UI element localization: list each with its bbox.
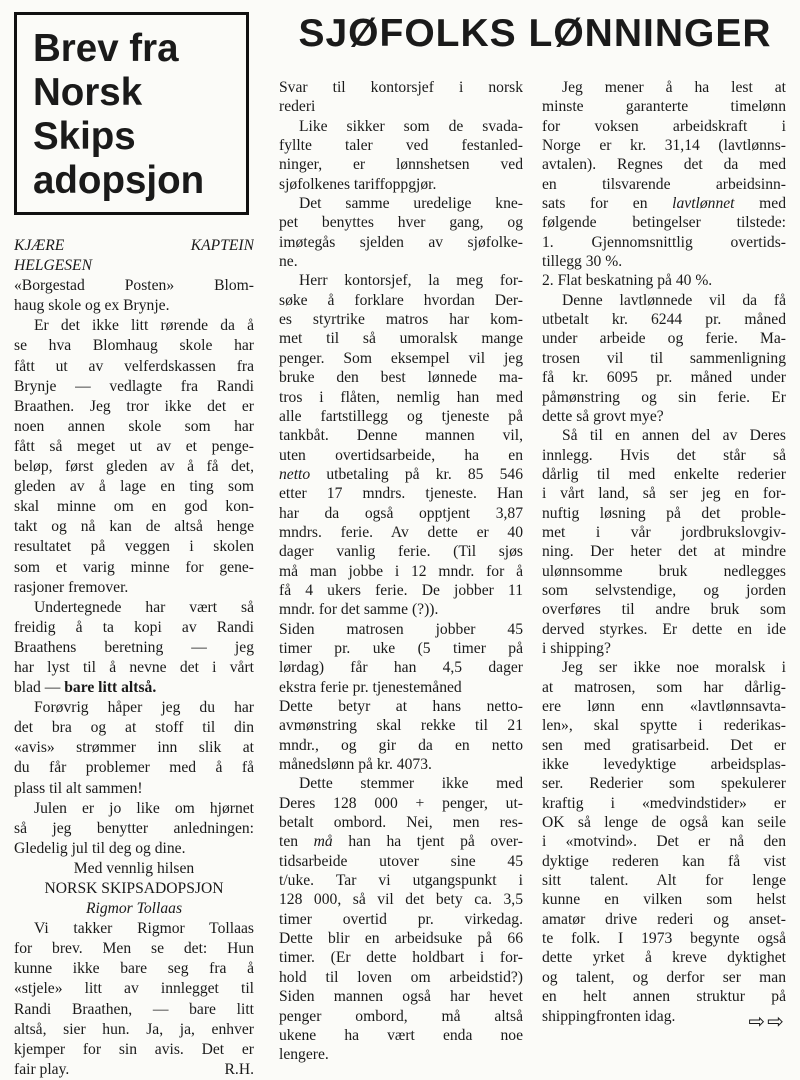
- text-line: Med vennlig hilsen: [73, 859, 195, 877]
- text-line: i «motvind». Det er nå den: [542, 833, 786, 851]
- text-line: rasjoner fremover.: [14, 578, 129, 596]
- text-line: gleden av å lage en ting som: [14, 478, 254, 496]
- text-line: timer pr. uke (5 timer på: [279, 639, 523, 657]
- text-line: en tilsvarende arbeidsinn-: [542, 175, 786, 193]
- text-line: ikke levedyktige arbeidsplas-: [542, 756, 786, 774]
- text-line: uten overtidsarbeide, ha en: [279, 446, 523, 464]
- text-line: i vårt land, så ser jeg en for-: [542, 485, 786, 503]
- text-line: ning. Der heter det at mindre: [542, 543, 786, 561]
- text-line: Gledelig jul til deg og dine.: [14, 839, 186, 857]
- text-line: Undertegnede har vært så: [34, 598, 254, 616]
- text-line: må man jobbe i 12 mndr. for å: [279, 562, 523, 580]
- text-line: du får problemer med å få: [14, 759, 254, 777]
- text-line: ere lønn enn «lavtlønnsavta-: [542, 698, 786, 715]
- text-line: Så til en annen del av Deres: [562, 427, 786, 445]
- text-line: under arbeide og ferie. Ma-: [542, 330, 786, 348]
- text-line: Siden matrosen jobber 45: [279, 620, 523, 638]
- text-line: og talent, og derfor ser man: [542, 968, 786, 986]
- title-line: Brev fra: [33, 27, 179, 70]
- title-box-text: [33, 27, 240, 203]
- text-line: ten må han ha tjent på over-: [279, 833, 523, 851]
- text-line: Forøvrig håper jeg du har: [34, 699, 254, 717]
- text-line: Julen er jo like om hjørnet: [34, 799, 254, 817]
- text-line: rederi: [279, 98, 316, 116]
- title-line: adopsjon: [33, 159, 205, 202]
- text-line: Jeg ser ikke noe moralsk i: [562, 659, 786, 677]
- text-line: dårlig til med enkelte rederier: [542, 465, 786, 483]
- text-line: HELGESEN: [14, 257, 92, 275]
- emphasis-text: bare litt altså.: [64, 679, 157, 697]
- text-line: minste garanterte timelønn: [542, 98, 786, 116]
- text-line: «avis» strømmer inn slik at: [14, 739, 254, 757]
- text-line: hold til loven om arbeidstid?): [279, 968, 523, 986]
- text-line: ser. Rederier som spekulerer: [542, 775, 786, 793]
- text-line: Denne lavtlønnede vil da få: [562, 291, 786, 309]
- column-right: [542, 78, 786, 1026]
- text-line: følgende betingelser tilstede:: [542, 214, 786, 232]
- text-line: fyllte taler ved festanled-: [279, 137, 523, 155]
- title-box: [14, 12, 249, 215]
- text-line: derved styrkes. Er dette en ide: [542, 620, 786, 638]
- title-line: Skips: [33, 115, 136, 158]
- text-line: «stjele» litt av innlegget til: [14, 980, 254, 998]
- text-line: Herr kontorsjef, la meg for-: [299, 272, 523, 290]
- text-line: Dette stemmer ikke med: [299, 775, 523, 793]
- text-line: haug skole og ex Brynje.: [14, 297, 170, 315]
- text-line: så jeg benytter anledningen:: [14, 819, 254, 837]
- text-line: beløp, først gleden av å få det,: [14, 458, 254, 476]
- text-line: dette så grovt mye?: [542, 407, 664, 425]
- text-line: freidig å ta kopi av Randi: [14, 618, 254, 636]
- text-line: fått ut av velferdskassen fra: [14, 357, 254, 375]
- text-line: dette yrket å kreve dyktighet: [542, 949, 786, 967]
- text-line: ekstra ferie pr. tjenestemåned: [279, 678, 462, 696]
- text-line: søke å forklare hvordan Der-: [279, 291, 523, 309]
- text-line: Dette blir en arbeidsuke på 66: [279, 930, 523, 948]
- text-line: dager vanlig ferie. (Til sjøs: [279, 543, 523, 561]
- text-line: overføres til andre bruk som: [542, 601, 786, 619]
- column-middle: [279, 78, 523, 1065]
- text-line: Siden mannen også har hevet: [279, 988, 523, 1006]
- text-line: met til så umoralsk mange: [279, 330, 523, 348]
- text-line: kunne ikke bare seg fra å: [14, 960, 254, 978]
- text-line: Rigmor Tollaas: [85, 900, 183, 918]
- text-line: påmønstring og sin ferie. Er: [542, 388, 786, 406]
- text-line: Jeg mener å ha lest at: [562, 79, 786, 96]
- text-line: penger. Som eksempel vil jeg: [279, 349, 523, 367]
- text-line: Vi takker Rigmor Tollaas: [34, 920, 254, 938]
- text-line: Randi Braathen, — bare litt: [14, 1000, 254, 1018]
- text-line: Deres 128 000 + penger, ut-: [279, 794, 523, 812]
- text-line: Norge er kr. 31,14 (lavtlønns-: [542, 137, 786, 155]
- text-line: tankbåt. Denne mannen vil,: [279, 427, 523, 445]
- text-line: lørdag) får han 4,5 dager: [279, 659, 523, 677]
- text-line: «Borgestad Posten» Blom-: [14, 277, 254, 295]
- text-line: skal minne om en god kon-: [14, 498, 254, 516]
- text-line: te folk. I 1973 begynte også: [542, 930, 786, 948]
- text-line: kunne en vilken som helst: [542, 891, 786, 909]
- text-line: amatør drive rederi og anset-: [542, 910, 786, 928]
- text-line: bruke den best lønnede ma-: [279, 369, 523, 387]
- text-line: mndr., og gir da en netto: [279, 736, 523, 754]
- text-line: KJÆRE KAPTEIN: [14, 237, 254, 254]
- text-line: Det samme uredelige kne-: [299, 195, 523, 213]
- text-line: imøtegås sjelden av sjøfolke-: [279, 233, 523, 251]
- title-line: Norsk: [33, 71, 143, 114]
- text-line: trosen vil til sammenligning: [542, 349, 786, 367]
- text-line: få kr. 6095 pr. måned under: [542, 369, 786, 387]
- text-line: tillegg 30 %.: [542, 253, 623, 271]
- text-line: sjøfolkenes tariffoppgjør.: [279, 175, 437, 193]
- text-line: len», skal spytte i rederikas-: [542, 717, 786, 735]
- text-line: pet benyttes hver gang, og: [279, 214, 523, 232]
- text-line: at matrosen, som har dårlig-: [542, 678, 786, 696]
- text-line: 1. Gjennomsnittlig overtids-: [542, 233, 786, 251]
- text-line: shippingfronten idag.: [542, 1007, 676, 1025]
- text-line: ne.: [279, 253, 298, 271]
- text-line: mndrs. ferie. Av dette er 40: [279, 523, 523, 541]
- text-line: nuftig løsning på det proble-: [542, 504, 786, 522]
- text-line: fått så meget ut av et penge-: [14, 437, 254, 455]
- text-line: som et varig minne for gene-: [14, 558, 254, 576]
- text-line: met i vår jordbrukslovgiv-: [542, 523, 786, 541]
- text-line: 128 000, så vil det bety ca. 3,5: [279, 891, 523, 909]
- text-line: i shipping?: [542, 639, 611, 657]
- text-line: Dette betyr at hans netto-: [279, 698, 523, 715]
- text-line: timer. (Er dette holdbart i for-: [279, 949, 523, 967]
- continue-arrows-icon: ⇨⇨: [748, 1009, 786, 1033]
- text-line: for brev. Men se det: Hun: [14, 940, 254, 958]
- text-line: plass til alt sammen!: [14, 779, 143, 797]
- text-line: har lyst til å nevne det i vårt: [14, 658, 254, 676]
- text-line: es styrtrike matros har kom-: [279, 311, 523, 329]
- emphasis-text: netto: [279, 465, 311, 483]
- text-line: ukene ha vært enda noe: [279, 1026, 523, 1044]
- text-line: for voksen arbeidskraft i: [542, 117, 786, 135]
- text-line: tidsarbeide utover sine 45: [279, 852, 523, 870]
- text-line: avtalen). Regnes det da med: [542, 156, 786, 174]
- text-line: takt og nå kan de altså henge: [14, 518, 254, 536]
- text-line: sitt talent. Alt for lenge: [542, 872, 786, 890]
- text-line: mndr. for det samme (?)).: [279, 601, 439, 619]
- text-line: etter 17 mndrs. tjeneste. Han: [279, 485, 523, 503]
- text-line: lengere.: [279, 1046, 329, 1064]
- text-line: netto utbetaling på kr. 85 546: [279, 465, 523, 483]
- text-line: ninger, er lønnshetsen ved: [279, 156, 523, 174]
- text-line: det bra og at stoff til din: [14, 719, 254, 737]
- text-line: dyktige rederen kan få vist: [542, 852, 786, 870]
- text-line: alle fartstillegg og tjeneste på: [279, 407, 523, 425]
- text-line: Like sikker som de svada-: [299, 117, 523, 135]
- text-line: månedslønn på kr. 4073.: [279, 756, 432, 774]
- text-line: NORSK SKIPSADOPSJON: [44, 880, 224, 897]
- text-line: sats for en lavtlønnet med: [542, 195, 786, 213]
- text-line: Er det ikke litt rørende da å: [34, 317, 254, 335]
- text-line: resultatet på veggen i skolen: [14, 538, 254, 556]
- signature-initials: R.H.: [224, 1060, 254, 1078]
- text-line: en helt annen struktur på: [542, 988, 786, 1006]
- text-line: Braathen. Jeg tror ikke det er: [14, 397, 254, 415]
- text-line: sen med gratisarbeid. Det er: [542, 736, 786, 754]
- emphasis-text: må: [313, 833, 333, 851]
- text-line: få 4 ukers ferie. De jobber 11: [279, 581, 523, 599]
- emphasis-text: lavtlønnet: [672, 195, 735, 213]
- text-line: noen annen skole som har: [14, 417, 254, 435]
- headline: SJØFOLKS LØNNINGER: [298, 12, 772, 55]
- column-left: [14, 236, 254, 1080]
- text-line: t/uke. Tar vi utgangspunkt i: [279, 872, 523, 890]
- text-line: tros i flåten, nemlig han med: [279, 388, 523, 406]
- text-line: Brynje — vedlagte fra Randi: [14, 377, 254, 395]
- text-line: timer overtid pr. virkedag.: [279, 910, 523, 928]
- text-line: ulønnsomme bruk nedlegges: [542, 562, 786, 580]
- text-line: se hva Blomhaug skole har: [14, 337, 254, 355]
- text-line: innlegg. Hvis det står så: [542, 446, 786, 464]
- text-line: kraftig i «medvindstider» er: [542, 794, 786, 812]
- text-line: altså, sier hun. Ja, ja, enhver: [14, 1020, 254, 1038]
- text-line: kjemper for sin avis. Det er: [14, 1040, 254, 1058]
- text-line: betalt ombord. Nei, men res-: [279, 814, 523, 832]
- text-line: penger ombord, må altså: [279, 1007, 523, 1025]
- text-line: utbetalt kr. 6244 pr. måned: [542, 311, 786, 329]
- text-line: avmønstring skal rekke til 21: [279, 717, 523, 735]
- text-line: som selvstendige, og jorden: [542, 581, 786, 599]
- text-line: Svar til kontorsjef i norsk: [279, 79, 523, 96]
- text-line: fair play. R.H.: [14, 1060, 254, 1080]
- text-line: har da også opptjent 3,87: [279, 504, 523, 522]
- text-line: 2. Flat beskatning på 40 %.: [542, 272, 713, 290]
- text-line: Braathens beretning — jeg: [14, 638, 254, 656]
- text-line: blad — bare litt altså.: [14, 679, 157, 697]
- text-line: OK så lenge de også kan seile: [542, 814, 786, 832]
